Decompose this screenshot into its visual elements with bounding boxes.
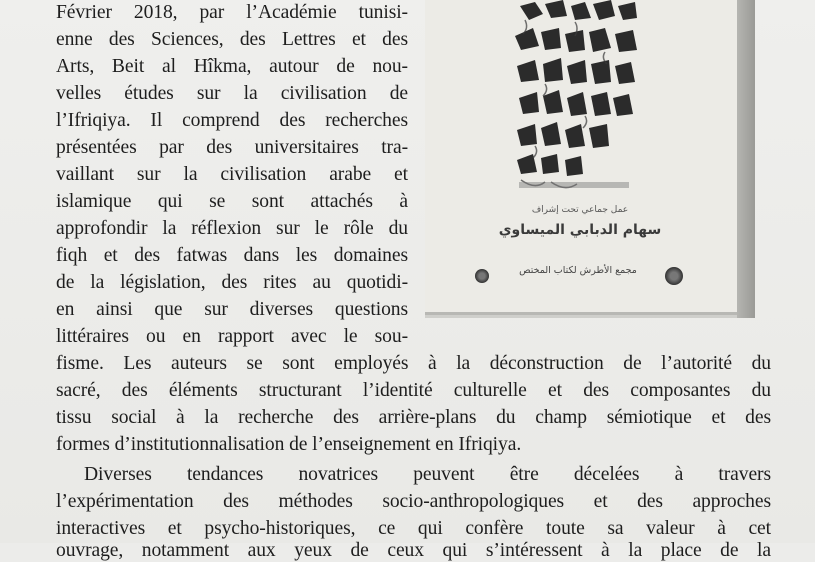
article-line: Arts, Beit al Hîkma, autour de nou- xyxy=(56,56,408,77)
article-line: présentées par des universitaires tra- xyxy=(56,137,408,158)
article-line: formes d’institutionnalisation de l’enseignement en Ifriqiya. xyxy=(56,434,522,455)
article-line: velles études sur la civilisation de xyxy=(56,83,408,104)
article-line: ouvrage, notamment aux yeux de ceux qui s’intéressent à la place de la xyxy=(56,540,771,561)
publisher-logo-icon xyxy=(665,267,683,285)
article-line: Février 2018, par l’Académie tunisi- xyxy=(56,2,408,23)
article-line: en ainsi que sur diverses questions xyxy=(56,299,408,320)
article-line: enne des Sciences, des Lettres et des xyxy=(56,29,408,50)
article-line: interactives et psycho-historiques, ce qui confère toute sa valeur à cet xyxy=(56,518,771,539)
article-line: l’Ifriqiya. Il comprend des recherches xyxy=(56,110,408,131)
book-cover-author: سهام الدبابي الميساوي xyxy=(498,222,662,238)
article-line: de la législation, des rites au quotidi- xyxy=(56,272,408,293)
article-line: islamique qui se sont attachés à xyxy=(56,191,408,212)
cover-shadow xyxy=(737,0,755,318)
emblem-icon xyxy=(475,269,489,283)
book-cover-image xyxy=(425,0,755,318)
article-line: littéraires ou en rapport avec le sou- xyxy=(56,326,408,347)
article-line: approfondir la réflexion sur le rôle du xyxy=(56,218,408,239)
book-cover-publisher: مجمع الأطرش لكتاب المختص xyxy=(519,265,637,276)
book-cover-subtitle: عمل جماعي تحت إشراف xyxy=(531,205,629,215)
article-line: fisme. Les auteurs se sont employés à la déconstruction de l’autorité du xyxy=(56,353,771,374)
article-line: vaillant sur la civilisation arabe et xyxy=(56,164,408,185)
article-line: Diverses tendances novatrices peuvent être décelées à travers xyxy=(84,464,771,485)
book-cover xyxy=(425,0,740,315)
article-line: fiqh et des fatwas dans les domaines xyxy=(56,245,408,266)
article-line: l’expérimentation des méthodes socio-anthropologiques et des approches xyxy=(56,491,771,512)
article-line: sacré, des éléments structurant l’identité culturelle et des composantes du xyxy=(56,380,771,401)
article-line: tissu social à la recherche des arrière-plans du champ sémiotique et des xyxy=(56,407,771,428)
